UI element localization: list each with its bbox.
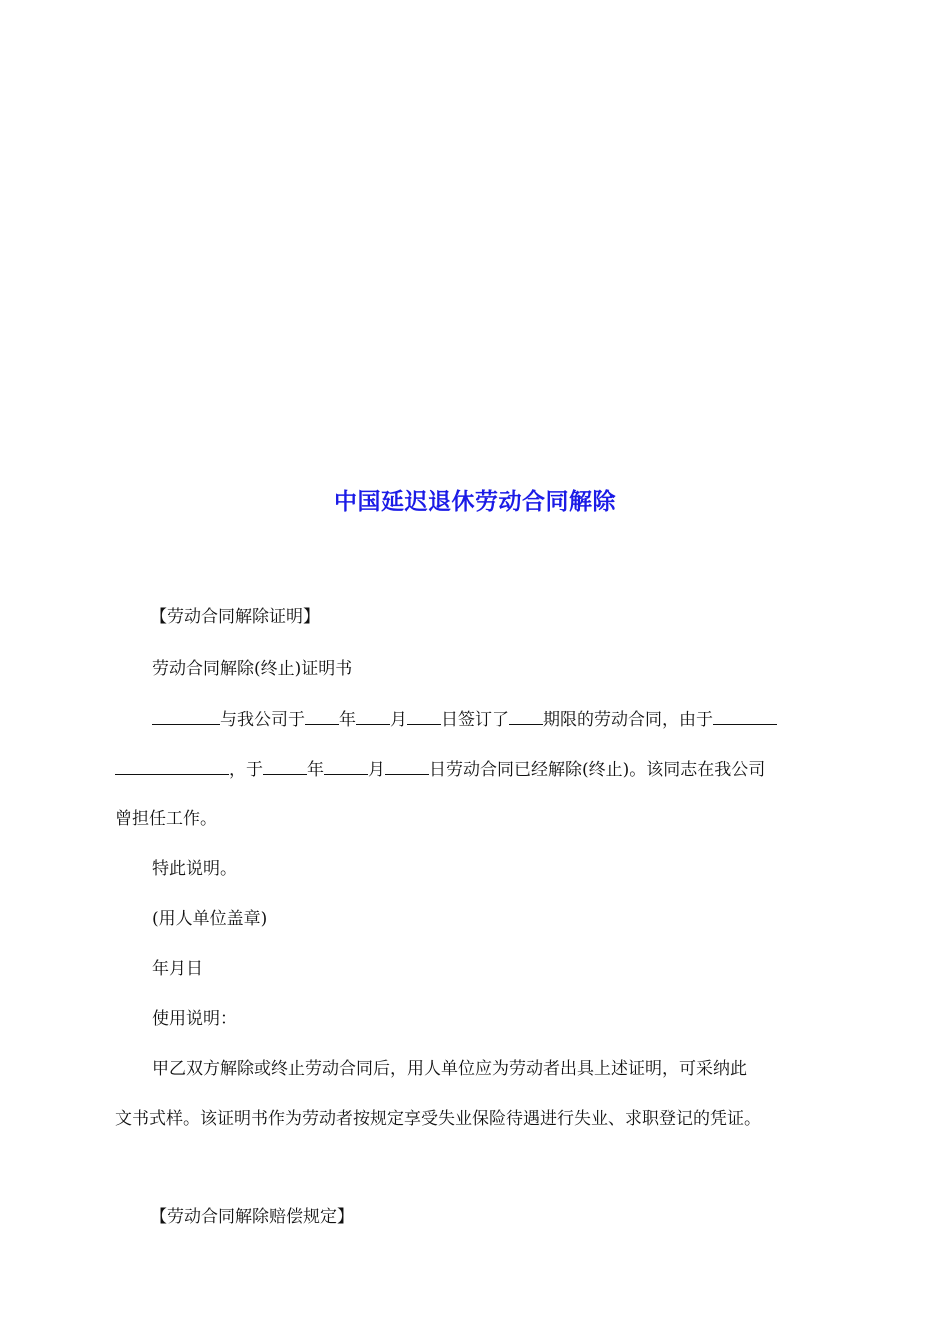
blank-year [263, 756, 307, 775]
line-text: 日劳动合同已经解除(终止)。该同志在我公司 [429, 760, 766, 780]
blank-day [407, 706, 441, 725]
blank-reason [713, 706, 777, 725]
certificate-line-2 [115, 756, 845, 783]
certificate-line-3: 曾担任工作。 [115, 809, 217, 829]
line-text: 日签订了 [441, 710, 509, 730]
date-line: 年月日 [152, 959, 203, 979]
blank-day [385, 756, 429, 775]
blank-reason-cont [115, 756, 229, 775]
blank-name [152, 706, 220, 725]
usage-label: 使用说明： [152, 1009, 237, 1029]
document-title: 中国延迟退休劳动合同解除 [334, 489, 616, 515]
seal-note: (用人单位盖章) [152, 909, 268, 929]
statement: 特此说明。 [152, 859, 237, 879]
line-text: 与我公司于 [220, 710, 305, 730]
certificate-title: 劳动合同解除(终止)证明书 [152, 659, 353, 679]
line-text: 期限的劳动合同，由于 [543, 710, 713, 730]
line-text: 月 [390, 710, 407, 730]
blank-month [324, 756, 368, 775]
usage-line-1: 甲乙双方解除或终止劳动合同后，用人单位应为劳动者出具上述证明，可采纳此 [152, 1059, 747, 1079]
blank-year [305, 706, 339, 725]
line-text: ，于 [229, 760, 263, 780]
section-heading-compensation: 【劳动合同解除赔偿规定】 [150, 1207, 354, 1227]
usage-line-2: 文书式样。该证明书作为劳动者按规定享受失业保险待遇进行失业、求职登记的凭证。 [115, 1109, 761, 1129]
section-heading-certificate: 【劳动合同解除证明】 [150, 607, 320, 627]
blank-month [356, 706, 390, 725]
line-text: 年 [339, 710, 356, 730]
certificate-line-1 [152, 706, 882, 733]
blank-term [509, 706, 543, 725]
line-text: 月 [368, 760, 385, 780]
line-text: 年 [307, 760, 324, 780]
